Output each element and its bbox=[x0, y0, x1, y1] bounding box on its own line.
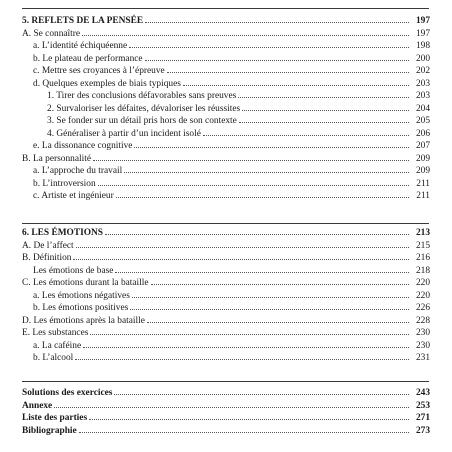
dot-leader bbox=[82, 34, 409, 36]
toc-entry[interactable] bbox=[22, 327, 430, 339]
dot-leader bbox=[114, 393, 409, 395]
dot-leader bbox=[183, 84, 409, 86]
toc-entry[interactable] bbox=[33, 265, 430, 277]
toc-entry-page-number: 220 bbox=[415, 290, 430, 301]
toc-entry-label: A. De l’affect bbox=[22, 240, 74, 251]
toc-entry-page-number: 197 bbox=[415, 16, 430, 26]
toc-entry-page-number: 209 bbox=[415, 153, 430, 164]
section-divider bbox=[22, 8, 429, 9]
toc-entry[interactable] bbox=[22, 400, 430, 412]
toc-entry[interactable] bbox=[22, 153, 430, 165]
toc-entry-page-number: 206 bbox=[415, 128, 430, 139]
toc-entry-page-number: 218 bbox=[415, 265, 430, 276]
toc-entry-page-number: 213 bbox=[415, 228, 430, 238]
toc-entry-page-number: 231 bbox=[415, 353, 430, 363]
toc-entry[interactable] bbox=[33, 53, 430, 65]
toc-entry[interactable] bbox=[47, 90, 430, 102]
toc-entry[interactable] bbox=[33, 78, 430, 90]
dot-leader bbox=[79, 431, 409, 433]
dot-leader bbox=[54, 406, 409, 408]
toc-entry-page-number: 209 bbox=[415, 166, 430, 176]
dot-leader bbox=[76, 246, 409, 248]
toc-entry-page-number: 198 bbox=[415, 41, 430, 51]
toc-entry-page-number: 211 bbox=[416, 178, 430, 189]
toc-entry[interactable] bbox=[33, 165, 430, 177]
toc-entry-label: a. L’identité échiquéenne bbox=[33, 41, 128, 51]
toc-entry-label: e. La dissonance cognitive bbox=[33, 141, 133, 151]
toc-entry-page-number: 230 bbox=[415, 340, 430, 351]
toc-entry[interactable] bbox=[22, 240, 430, 252]
dot-leader bbox=[147, 321, 409, 323]
toc-entry-label: b. Les émotions positives bbox=[33, 303, 129, 313]
toc-entry[interactable] bbox=[22, 252, 430, 264]
toc-entry-label: 5. REFLETS DE LA PENSÉE bbox=[22, 16, 144, 26]
toc-entry-label: Solutions des exercices bbox=[22, 388, 113, 398]
toc-entry-page-number: 204 bbox=[415, 103, 430, 114]
toc-entry-label: B. La personnalité bbox=[22, 153, 91, 164]
toc-entry-page-number: 220 bbox=[415, 278, 430, 288]
toc-entry-label: Bibliographie bbox=[22, 425, 77, 436]
toc-entry-page-number: 230 bbox=[415, 328, 430, 338]
dot-leader bbox=[132, 296, 409, 298]
toc-entry[interactable] bbox=[22, 315, 430, 327]
section-divider bbox=[22, 223, 429, 224]
toc-entry-label: A. Se connaître bbox=[22, 28, 81, 39]
toc-entry-label: 4. Généraliser à partir d’un incident isolé bbox=[47, 128, 201, 139]
toc-entry[interactable] bbox=[33, 190, 430, 202]
dot-leader bbox=[124, 171, 409, 173]
toc-entry-page-number: 211 bbox=[416, 191, 430, 201]
dot-leader bbox=[89, 418, 409, 420]
dot-leader bbox=[242, 109, 409, 111]
toc-entry-page-number: 243 bbox=[415, 388, 430, 398]
toc-entry-label: Les émotions de base bbox=[33, 265, 114, 276]
toc-entry-label: a. Les émotions négatives bbox=[33, 290, 130, 301]
dot-leader bbox=[116, 196, 409, 198]
toc-entry-page-number: 207 bbox=[415, 141, 430, 151]
toc-entry-label: E. Les substances bbox=[22, 328, 89, 338]
dot-leader bbox=[83, 346, 409, 348]
toc-entry-label: a. La caféine bbox=[33, 340, 82, 351]
toc-entry-page-number: 273 bbox=[415, 425, 430, 436]
toc-entry-page-number: 226 bbox=[415, 303, 430, 313]
toc-entry-label: Liste des parties bbox=[22, 413, 88, 423]
dot-leader bbox=[73, 258, 409, 260]
toc-entry-label: b. L’introversion bbox=[33, 178, 96, 189]
dot-leader bbox=[105, 233, 409, 235]
toc-entry-label: 3. Se fonder sur un détail pris hors de son contexte bbox=[47, 116, 237, 126]
toc-entry-page-number: 228 bbox=[415, 315, 430, 326]
toc-entry-label: D. Les émotions après la bataille bbox=[22, 315, 145, 326]
toc-entry[interactable] bbox=[22, 412, 430, 424]
toc-entry-page-number: 215 bbox=[415, 240, 430, 251]
dot-leader bbox=[115, 271, 409, 273]
toc-entry-label: B. Définition bbox=[22, 253, 72, 263]
toc-entry-page-number: 200 bbox=[415, 53, 430, 64]
toc-entry[interactable] bbox=[22, 15, 430, 27]
toc-entry-page-number: 253 bbox=[415, 400, 430, 411]
toc-entry-page-number: 197 bbox=[415, 28, 430, 39]
toc-entry-page-number: 202 bbox=[415, 66, 430, 76]
toc-entry-label: b. Le plateau de performance bbox=[33, 53, 143, 64]
toc-entry[interactable] bbox=[22, 277, 430, 289]
toc-entry-label: c. Mettre ses croyances à l’épreuve bbox=[33, 66, 165, 76]
dot-leader bbox=[75, 358, 409, 360]
toc-entry[interactable] bbox=[33, 178, 430, 190]
toc-entry[interactable] bbox=[22, 227, 430, 239]
dot-leader bbox=[134, 146, 409, 148]
dot-leader bbox=[239, 121, 409, 123]
toc-entry-page-number: 203 bbox=[415, 78, 430, 89]
dot-leader bbox=[93, 159, 409, 161]
toc-entry-label: c. Artiste et ingénieur bbox=[33, 191, 114, 201]
toc-entry-label: a. L’approche du travail bbox=[33, 166, 123, 176]
toc-entry-page-number: 203 bbox=[415, 91, 430, 101]
toc-entry[interactable] bbox=[33, 140, 430, 152]
dot-leader bbox=[90, 333, 409, 335]
toc-entry-label: C. Les émotions durant la bataille bbox=[22, 278, 149, 288]
section-divider bbox=[22, 381, 429, 382]
toc-entry[interactable] bbox=[33, 352, 430, 364]
dot-leader bbox=[98, 184, 409, 186]
dot-leader bbox=[129, 46, 409, 48]
toc-entry-label: b. L’alcool bbox=[33, 353, 74, 363]
toc-entry-page-number: 216 bbox=[415, 253, 430, 263]
dot-leader bbox=[238, 96, 409, 98]
dot-leader bbox=[151, 283, 409, 285]
toc-entry[interactable] bbox=[33, 40, 430, 52]
toc-entry[interactable] bbox=[22, 387, 430, 399]
toc-entry[interactable] bbox=[47, 128, 430, 140]
toc-entry[interactable] bbox=[33, 302, 430, 314]
toc-entry[interactable] bbox=[33, 340, 430, 352]
toc-entry-label: 6. LES ÉMOTIONS bbox=[22, 228, 104, 238]
toc-entry-label: d. Quelques exemples de biais typiques bbox=[33, 78, 181, 89]
toc-entry-page-number: 271 bbox=[415, 413, 430, 423]
dot-leader bbox=[145, 59, 409, 61]
toc-entry[interactable] bbox=[47, 115, 430, 127]
toc-entry[interactable] bbox=[33, 65, 430, 77]
toc-entry-label: Annexe bbox=[22, 400, 53, 411]
toc-entry-label: 1. Tirer des conclusions défavorables sans preuves bbox=[47, 91, 237, 101]
toc-entry-label: 2. Survaloriser les défaites, dévaloriser les réussites bbox=[47, 103, 241, 114]
toc-entry-page-number: 205 bbox=[415, 116, 430, 126]
toc-entry[interactable] bbox=[33, 290, 430, 302]
dot-leader bbox=[145, 21, 409, 23]
toc-entry[interactable] bbox=[22, 425, 430, 437]
dot-leader bbox=[130, 308, 409, 310]
toc-entry[interactable] bbox=[22, 28, 430, 40]
dot-leader bbox=[167, 71, 409, 73]
dot-leader bbox=[203, 134, 409, 136]
toc-entry[interactable] bbox=[47, 103, 430, 115]
